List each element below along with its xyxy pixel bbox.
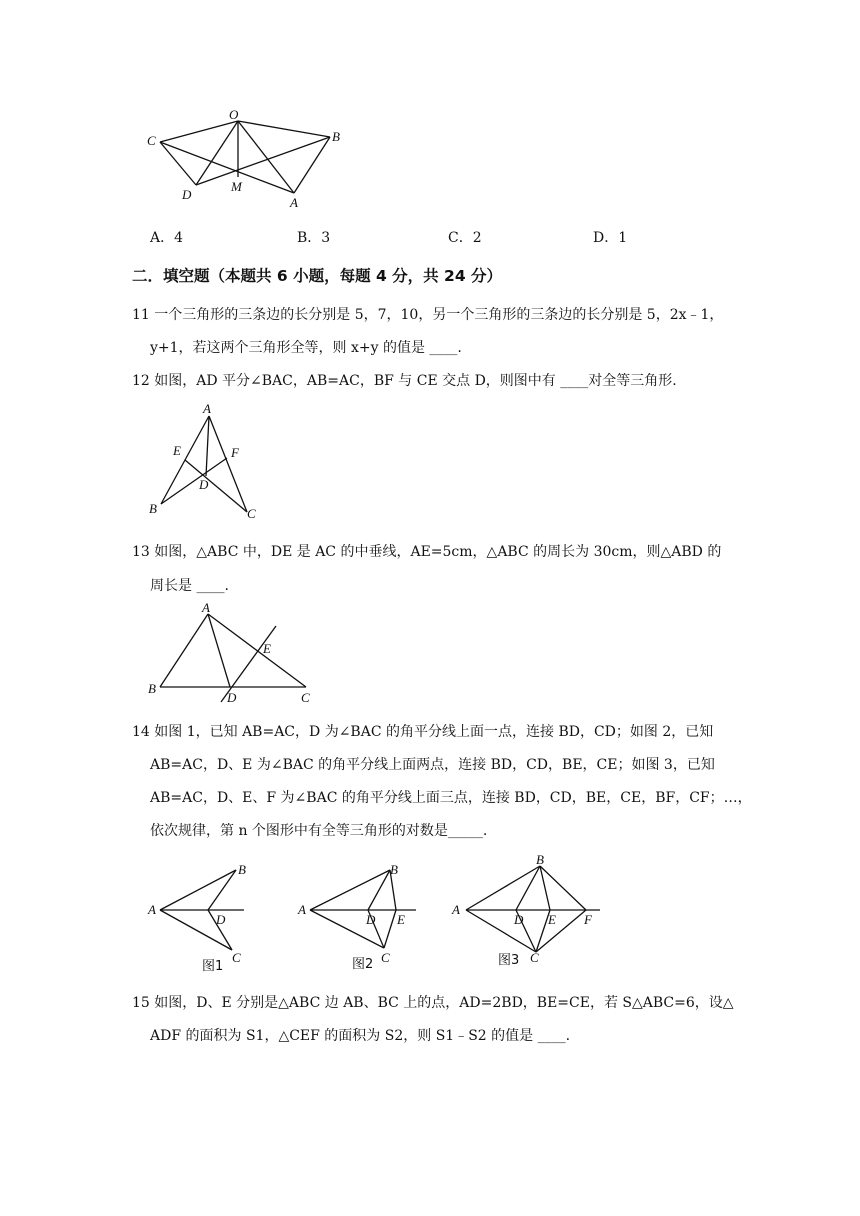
q14-fig3-label-C: C	[530, 950, 539, 965]
q14-fig1-label-A: A	[148, 902, 156, 917]
q10-label-B: B	[332, 129, 340, 144]
q12-label-E: E	[173, 443, 181, 458]
q13-label-D: D	[227, 690, 237, 705]
q11-line2: y+1，若这两个三角形全等，则 x+y 的值是 ____.	[150, 340, 462, 356]
q12-label-B: B	[149, 501, 157, 516]
q11-line1: 11 一个三角形的三条边的长分别是 5，7，10，另一个三角形的三条边的长分别是 5，2x﹣1，	[132, 307, 724, 323]
q14-fig3-label-A: A	[452, 902, 460, 917]
q14-fig1-label-B: B	[238, 862, 246, 877]
q10-label-D: D	[182, 187, 192, 202]
q12-line1: 12 如图，AD 平分∠BAC，AB=AC，BF 与 CE 交点 D，则图中有 ____对全等三角形.	[132, 373, 677, 389]
q14-fig2-caption: 图2	[352, 957, 374, 972]
q14-fig3-label-F: F	[584, 912, 592, 927]
q13-line1: 13 如图，△ABC 中，DE 是 AC 的中垂线，AE=5cm，△ABC 的周长为 30cm，则△ABD 的	[132, 544, 722, 560]
q14-fig3-label-E: E	[548, 912, 556, 927]
q10-figure	[140, 105, 360, 210]
q10-option-b: B．3	[297, 230, 331, 246]
q10-option-c: C．2	[448, 230, 482, 246]
q14-fig3-caption: 图3	[498, 953, 520, 968]
q12-figure	[143, 400, 273, 525]
q14-fig2-label-E: E	[397, 912, 405, 927]
section-title: 二．填空题（本题共 6 小题，每题 4 分，共 24 分）	[132, 267, 503, 285]
q13-label-A: A	[202, 600, 210, 615]
q14-fig1-label-D: D	[216, 912, 226, 927]
q14-fig2-label-A: A	[298, 902, 306, 917]
q12-label-A: A	[203, 401, 211, 416]
q14-line4: 依次规律，第 n 个图形中有全等三角形的对数是_____.	[150, 823, 488, 839]
q12-label-C: C	[247, 506, 256, 521]
q12-label-D: D	[199, 477, 209, 492]
q14-figures	[140, 852, 610, 977]
q14-fig2-label-B: B	[390, 862, 398, 877]
q13-label-C: C	[301, 690, 310, 705]
q14-fig3-label-B: B	[536, 852, 544, 867]
q13-line2: 周长是 ____.	[150, 578, 229, 594]
q13-label-E: E	[263, 641, 271, 656]
q14-fig1-label-C: C	[232, 950, 241, 965]
q14-fig3-label-D: D	[514, 912, 524, 927]
q14-line3: AB=AC，D、E、F 为∠BAC 的角平分线上面三点，连接 BD，CD，BE，CE，BF，CF；…，	[150, 790, 752, 806]
q15-line1: 15 如图，D、E 分别是△ABC 边 AB、BC 上的点，AD=2BD，BE=CE，若 S△ABC=6，设△	[132, 995, 734, 1011]
q10-label-C: C	[147, 133, 156, 148]
q14-line1: 14 如图 1，已知 AB=AC，D 为∠BAC 的角平分线上面一点，连接 BD，CD；如图 2，已知	[132, 724, 714, 740]
q13-figure	[143, 598, 323, 708]
q10-label-M: M	[231, 179, 242, 194]
q14-fig2-label-D: D	[366, 912, 376, 927]
q13-label-B: B	[148, 681, 156, 696]
q15-line2: ADF 的面积为 S1，△CEF 的面积为 S2，则 S1﹣S2 的值是 ____.	[150, 1028, 571, 1044]
q14-fig2-label-C: C	[381, 950, 390, 965]
q10-label-O: O	[229, 107, 239, 122]
q10-label-A: A	[290, 195, 298, 210]
q10-option-a: A．4	[150, 230, 184, 246]
q12-label-F: F	[231, 445, 239, 460]
q10-option-d: D．1	[593, 230, 628, 246]
q14-fig1-caption: 图1	[202, 959, 224, 974]
q14-line2: AB=AC，D、E 为∠BAC 的角平分线上面两点，连接 BD，CD，BE，CE；如图 3，已知	[150, 757, 715, 773]
